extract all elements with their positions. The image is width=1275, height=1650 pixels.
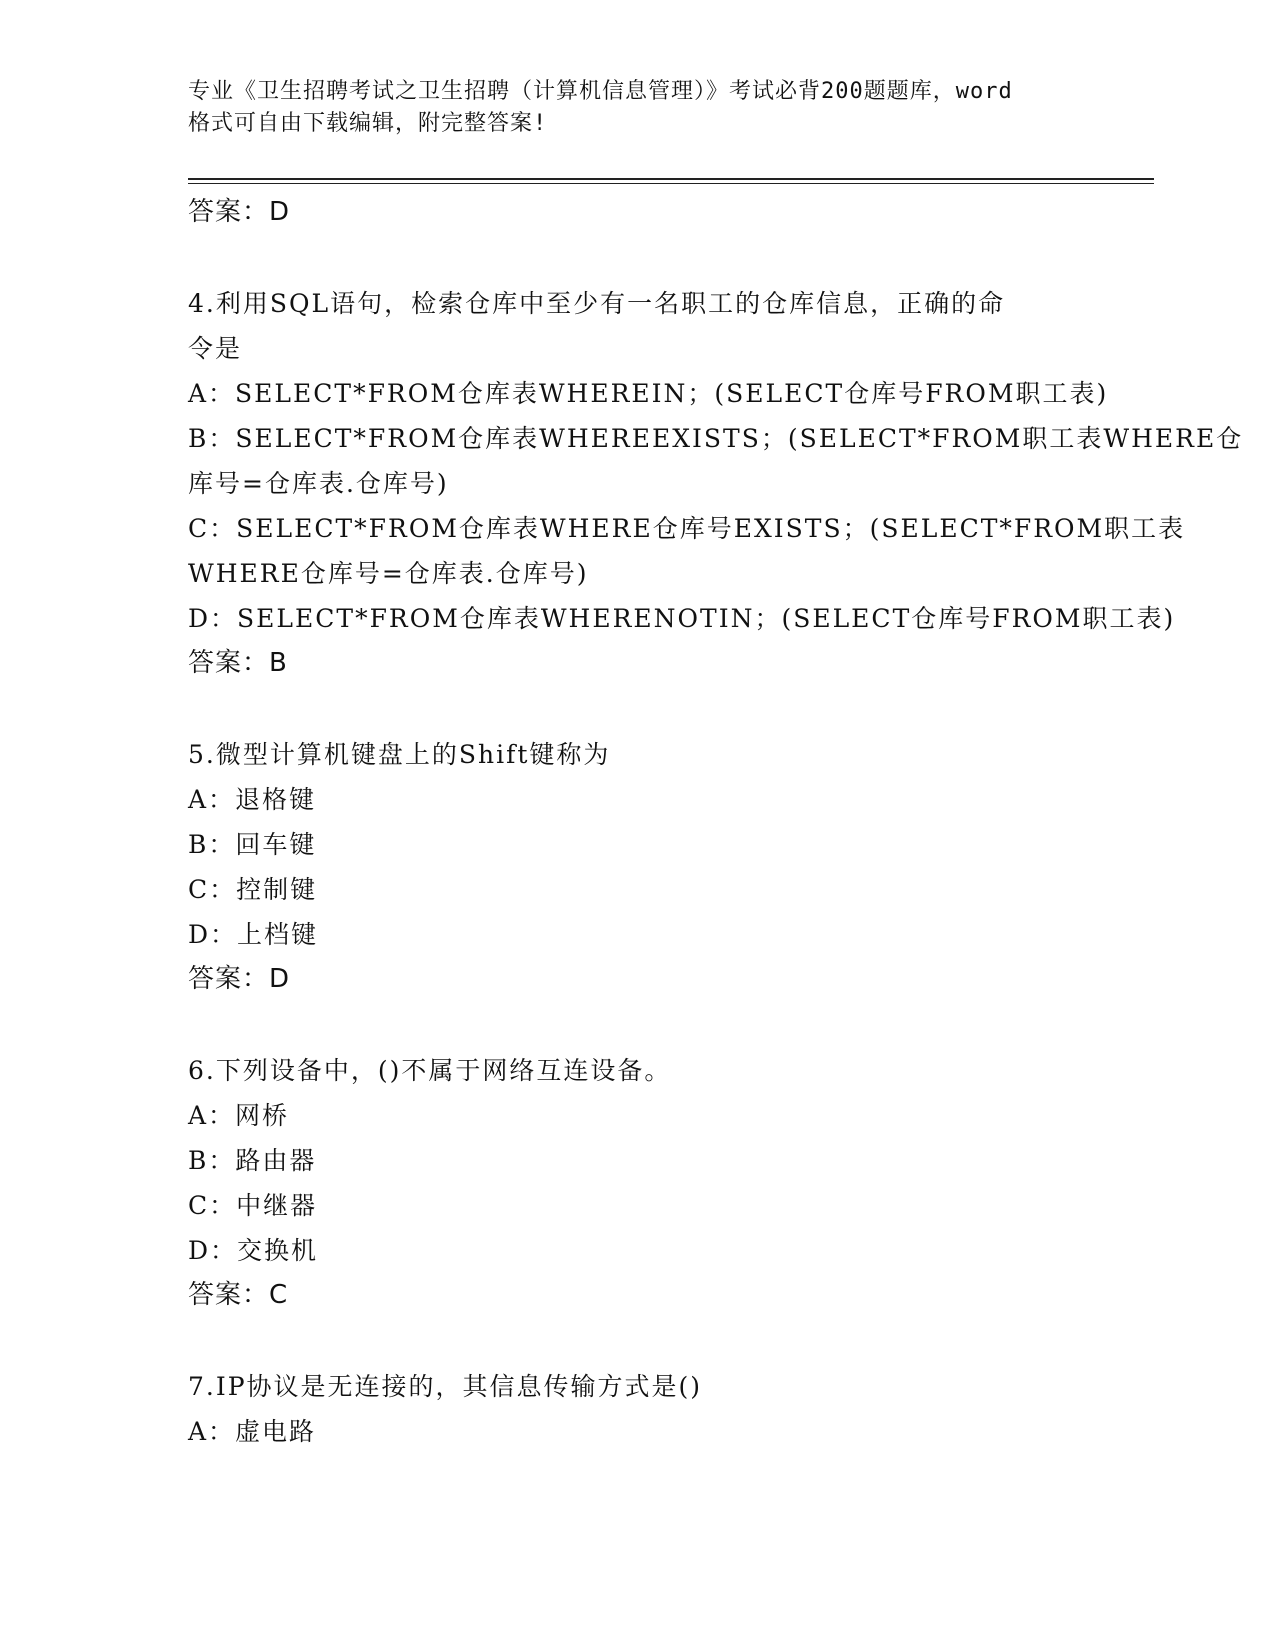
spacer	[188, 686, 1088, 732]
option-b: B：路由器	[188, 1146, 317, 1175]
header-divider-thin	[188, 183, 1154, 184]
question-stem: 6.下列设备中，()不属于网络互连设备。	[188, 1056, 672, 1085]
question-stem-continued: 令是	[188, 334, 243, 363]
option-c: C：SELECT*FROM仓库表WHERE仓库号EXISTS；(SELECT*FROM职工表	[188, 514, 1186, 543]
question-stem: 4.利用SQL语句，检索仓库中至少有一名职工的仓库信息，正确的命	[188, 289, 1006, 318]
option-b: B：回车键	[188, 830, 317, 859]
answer: 答案：C	[188, 1280, 289, 1310]
option-a: A：SELECT*FROM仓库表WHEREIN；(SELECT仓库号FROM职工表)	[188, 379, 1109, 408]
option-a: A：退格键	[188, 785, 317, 814]
header-line-1: 专业《卫生招聘考试之卫生招聘（计算机信息管理）》考试必背200题题库，word	[188, 79, 1013, 104]
question-stem: 7.IP协议是无连接的，其信息传输方式是()	[188, 1372, 703, 1401]
document-header	[188, 76, 1088, 140]
answer: 答案：D	[188, 964, 291, 994]
option-a: A：虚电路	[188, 1417, 317, 1446]
question-7	[188, 1364, 1088, 1454]
option-b-continued: 库号=仓库表.仓库号)	[188, 469, 449, 498]
option-c: C：中继器	[188, 1191, 318, 1220]
spacer	[188, 1318, 1088, 1364]
option-a: A：网桥	[188, 1101, 290, 1130]
header-line-2: 格式可自由下载编辑，附完整答案!	[188, 111, 548, 136]
question-stem: 5.微型计算机键盘上的Shift键称为	[188, 740, 611, 769]
answer-previous: 答案：D	[188, 197, 291, 227]
question-5	[188, 732, 1088, 1002]
option-d: D：SELECT*FROM仓库表WHERENOTIN；(SELECT仓库号FROM职工表)	[188, 604, 1176, 633]
spacer	[188, 235, 1088, 281]
answer: 答案：B	[188, 648, 288, 678]
question-4	[188, 281, 1244, 686]
spacer	[188, 1002, 1088, 1048]
header-divider-thick	[188, 178, 1154, 180]
option-d: D：交换机	[188, 1236, 319, 1265]
option-d: D：上档键	[188, 920, 319, 949]
option-c: C：控制键	[188, 875, 318, 904]
option-c-continued: WHERE仓库号=仓库表.仓库号)	[188, 559, 589, 588]
option-b: B：SELECT*FROM仓库表WHEREEXISTS；(SELECT*FROM职工表WHERE仓	[188, 424, 1244, 453]
question-6	[188, 1048, 1088, 1318]
question-list	[188, 190, 1244, 1454]
